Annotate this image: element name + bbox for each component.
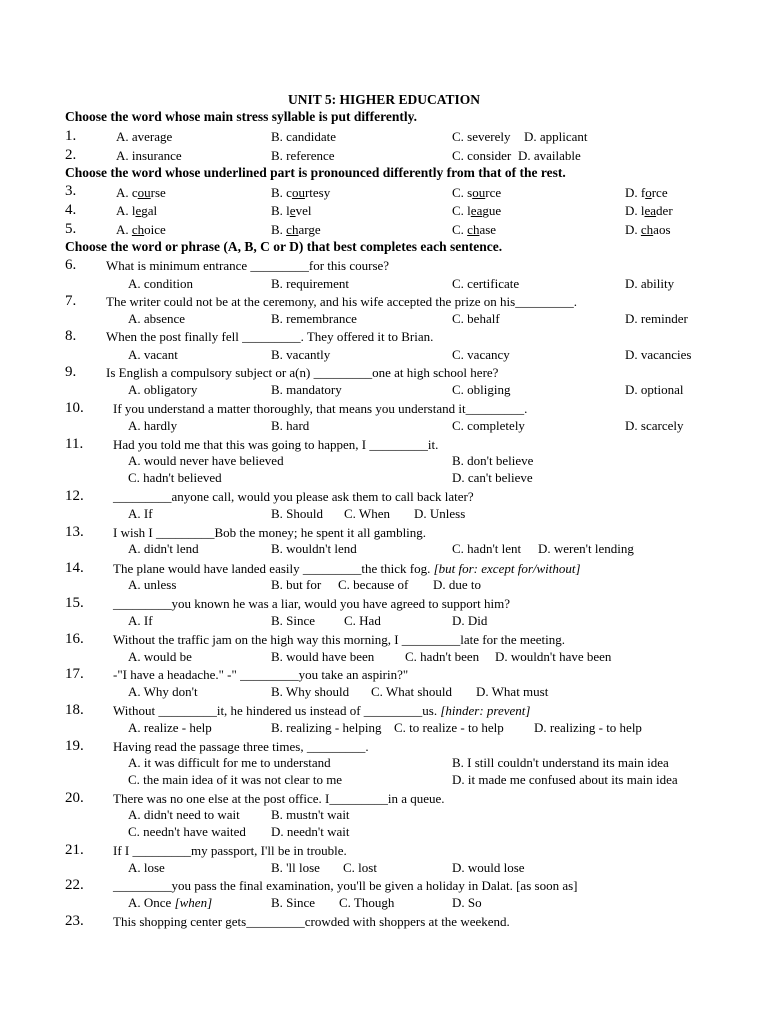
option-d: D. would lose	[452, 860, 525, 875]
option-c: C. chase	[452, 222, 497, 237]
question-text: This shopping center gets_________crowded with shoppers at the weekend.	[113, 914, 510, 929]
option-c: C. needn't have waited	[128, 824, 246, 839]
option-d: D. needn't wait	[271, 824, 350, 839]
option-c: C. hadn't believed	[128, 470, 222, 485]
option-c: C. hadn't been	[405, 649, 480, 664]
question-number: 18.	[65, 702, 84, 718]
question-number: 20.	[65, 790, 84, 806]
option-d: D. leader	[625, 203, 673, 218]
question-text: Had you told me that this was going to happen, I _________it.	[113, 437, 439, 452]
question-number: 12.	[65, 488, 84, 504]
option-b: B. Should	[271, 506, 324, 521]
option-a: A. vacant	[128, 347, 178, 362]
instruction-completion: Choose the word or phrase (A, B, C or D) that best completes each sentence.	[65, 239, 503, 254]
option-a: A. didn't lend	[128, 541, 199, 556]
question-text: Is English a compulsory subject or a(n) _________one at high school here?	[106, 365, 499, 380]
question-note: [when]	[174, 895, 213, 910]
option-b: B. remembrance	[271, 311, 357, 326]
question-number: 9.	[65, 364, 77, 380]
question-text: There was no one else at the post office. I_________in a queue.	[113, 791, 445, 806]
option-b: B. but for	[271, 577, 322, 592]
option-a: A. Once [when]	[128, 895, 213, 910]
question-number: 21.	[65, 842, 84, 858]
option-c: C. because of	[338, 577, 409, 592]
option-c: C. Though	[339, 895, 395, 910]
option-d: D. wouldn't have been	[495, 649, 612, 664]
option-c: C. obliging	[452, 382, 511, 397]
option-d: D. scarcely	[625, 418, 684, 433]
option-b: B. vacantly	[271, 347, 331, 362]
question-number: 10.	[65, 400, 84, 416]
question-number: 16.	[65, 631, 84, 647]
option-c: C. to realize - to help	[394, 720, 504, 735]
option-d: D. can't believe	[452, 470, 533, 485]
question-text: What is minimum entrance _________for this course?	[106, 258, 390, 273]
question-note: [but for: except for/without]	[433, 561, 581, 576]
option-b: B. mandatory	[271, 382, 342, 397]
question-number: 4.	[65, 202, 77, 218]
option-d: D. chaos	[625, 222, 671, 237]
question-text: _________you known he was a liar, would you have agreed to support him?	[113, 596, 510, 611]
option-a: A. lose	[128, 860, 165, 875]
question-number: 15.	[65, 595, 84, 611]
question-text: The plane would have landed easily _________the thick fog. [but for: except for/without]	[113, 561, 581, 576]
instruction-pronunciation: Choose the word whose underlined part is pronounced differently from that of the rest.	[65, 165, 566, 180]
option-b: B. courtesy	[271, 185, 331, 200]
question-text: _________you pass the final examination, you'll be given a holiday in Dalat. [as soon as]	[113, 878, 578, 893]
option-a: A. didn't need to wait	[128, 807, 240, 822]
question-number: 3.	[65, 183, 77, 199]
option-b: B. requirement	[271, 276, 349, 291]
question-number: 2.	[65, 147, 77, 163]
option-a: A. If	[128, 506, 153, 521]
option-a: A. unless	[128, 577, 177, 592]
option-a: A. If	[128, 613, 153, 628]
option-b: B. candidate	[271, 129, 336, 144]
option-b: B. realizing - helping	[271, 720, 382, 735]
option-a: A. insurance	[116, 148, 182, 163]
page-title: UNIT 5: HIGHER EDUCATION	[288, 92, 480, 107]
option-b: B. Why should	[271, 684, 350, 699]
option-a: A. realize - help	[128, 720, 212, 735]
question-text: _________anyone call, would you please ask them to call back later?	[113, 489, 474, 504]
option-b: B. would have been	[271, 649, 375, 664]
option-b: B. Since	[271, 895, 316, 910]
option-b: B. mustn't wait	[271, 807, 350, 822]
option-c: C. severely	[452, 129, 511, 144]
question-note: [hinder: prevent]	[440, 703, 531, 718]
option-c: C. When	[344, 506, 390, 521]
question-text: The writer could not be at the ceremony, and his wife accepted the prize on his_________.	[106, 294, 577, 309]
option-d: D. reminder	[625, 311, 688, 326]
option-a: A. would be	[128, 649, 192, 664]
question-number: 13.	[65, 524, 84, 540]
question-text: Without the traffic jam on the high way this morning, I _________late for the meeting.	[113, 632, 565, 647]
option-c: C. lost	[343, 860, 377, 875]
option-a: A. average	[116, 129, 173, 144]
question-number: 6.	[65, 257, 77, 273]
question-text: Without _________it, he hindered us instead of _________us. [hinder: prevent]	[113, 703, 531, 718]
option-b: B. wouldn't lend	[271, 541, 357, 556]
question-number: 1.	[65, 128, 77, 144]
option-d: D. it made me confused about its main idea	[452, 772, 678, 787]
option-a: A. hardly	[128, 418, 178, 433]
option-a: A. choice	[116, 222, 166, 237]
option-d: D. Unless	[414, 506, 466, 521]
question-text: -"I have a headache." -" _________you take an aspirin?"	[113, 667, 409, 682]
option-d: D. optional	[625, 382, 684, 397]
option-b: B. I still couldn't understand its main idea	[452, 755, 669, 770]
option-c: C. completely	[452, 418, 525, 433]
option-d: D. vacancies	[625, 347, 692, 362]
option-c: C. league	[452, 203, 502, 218]
option-a: A. course	[116, 185, 166, 200]
option-b: B. 'll lose	[271, 860, 320, 875]
option-c: C. hadn't lent	[452, 541, 522, 556]
option-a: A. it was difficult for me to understand	[128, 755, 331, 770]
question-text: If I _________my passport, I'll be in trouble.	[113, 843, 347, 858]
option-b: B. don't believe	[452, 453, 534, 468]
question-number: 17.	[65, 666, 84, 682]
question-number: 11.	[65, 436, 84, 452]
option-c: C. vacancy	[452, 347, 510, 362]
question-text: I wish I _________Bob the money; he spent it all gambling.	[113, 525, 427, 540]
option-d: D. Did	[452, 613, 488, 628]
option-c: C. the main idea of it was not clear to me	[128, 772, 343, 787]
option-d: D. realizing - to help	[534, 720, 642, 735]
option-c: C. behalf	[452, 311, 500, 326]
option-a: A. condition	[128, 276, 193, 291]
option-d: D. due to	[433, 577, 482, 592]
option-a: A. absence	[128, 311, 186, 326]
question-number: 19.	[65, 738, 84, 754]
question-text: Having read the passage three times, _________.	[113, 739, 369, 754]
option-d: D. weren't lending	[538, 541, 634, 556]
instruction-stress: Choose the word whose main stress syllable is put differently.	[65, 109, 418, 124]
option-b: B. reference	[271, 148, 335, 163]
option-c: C. Had	[344, 613, 381, 628]
question-number: 14.	[65, 560, 84, 576]
option-a: A. would never have believed	[128, 453, 284, 468]
option-c: C. consider	[452, 148, 512, 163]
option-d: D. available	[518, 148, 581, 163]
option-a: A. legal	[116, 203, 158, 218]
option-b: B. Since	[271, 613, 316, 628]
question-text: When the post finally fell _________. They offered it to Brian.	[106, 329, 434, 344]
question-number: 22.	[65, 877, 84, 893]
option-d: D. So	[452, 895, 482, 910]
option-d: D. ability	[625, 276, 675, 291]
option-c: C. certificate	[452, 276, 520, 291]
question-number: 7.	[65, 293, 77, 309]
option-b: B. hard	[271, 418, 310, 433]
question-number: 23.	[65, 913, 84, 929]
option-a: A. obligatory	[128, 382, 198, 397]
option-a: A. Why don't	[128, 684, 198, 699]
question-number: 5.	[65, 221, 77, 237]
option-b: B. level	[271, 203, 312, 218]
option-d: D. force	[625, 185, 668, 200]
question-text: If you understand a matter thoroughly, that means you understand it_________.	[113, 401, 528, 416]
question-number: 8.	[65, 328, 77, 344]
option-b: B. charge	[271, 222, 321, 237]
option-d: D. applicant	[524, 129, 588, 144]
option-d: D. What must	[476, 684, 549, 699]
option-c: C. What should	[371, 684, 453, 699]
option-c: C. source	[452, 185, 502, 200]
